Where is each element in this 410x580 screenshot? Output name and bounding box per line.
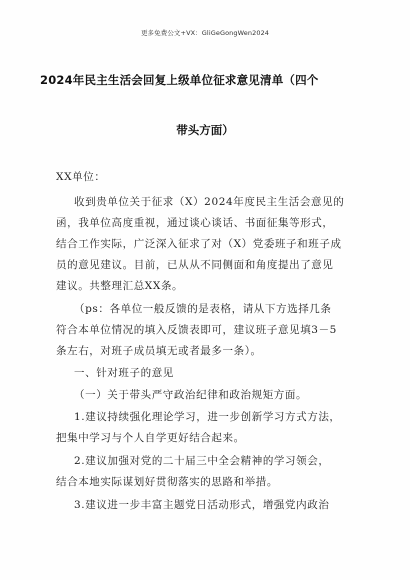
paragraph-1-line: 建议。共整理汇总XX条。 — [56, 280, 184, 292]
paragraph-1-line: 员的意见建议。目前，已从从不同侧面和角度提出了意见 — [56, 259, 334, 271]
paragraph-2-line: 符合本单位情况的填入反馈表即可，建议班子意见填3－5 — [56, 324, 337, 336]
header-watermark-note: 更多免费公文+VX：GliGeGongWen2024 — [140, 29, 270, 37]
list-item-line: 3.建议进一步丰富主题党日活动形式，增强党内政治 — [74, 499, 330, 511]
document-title-line-1: 2024年民主生活会回复上级单位征求意见清单（四个 — [40, 73, 319, 87]
document-title-line-2: 带头方面） — [176, 123, 234, 137]
list-item-line: 2.建议加强对党的二十届三中全会精神的学习领会， — [74, 455, 330, 467]
paragraph-1-line: 结合工作实际，广泛深入征求了对（X）党委班子和班子成 — [56, 238, 342, 250]
paragraph-1-line: 收到贵单位关于征求（X）2024年度民主生活会意见的 — [74, 196, 345, 208]
paragraph-2-line: 条左右，对班子成员填无或者最多一条）。 — [56, 345, 262, 357]
paragraph-2-line: （ps：各单位一般反馈的是表格，请从下方选择几条 — [74, 303, 332, 315]
list-item-line: 把集中学习与个人自学更好结合起来。 — [56, 432, 245, 444]
section-heading: 一、针对班子的意见 — [74, 367, 174, 379]
list-item-line: 1.建议持续强化理论学习，进一步创新学习方式方法， — [74, 411, 341, 423]
list-item-line: 结合本地实际谋划好贯彻落实的思路和举措。 — [56, 476, 278, 488]
paragraph-1-line: 函，我单位高度重视，通过谈心谈话、书面征集等形式， — [56, 217, 334, 229]
salutation: XX单位： — [56, 171, 106, 183]
subsection-heading: （一）关于带头严守政治纪律和政治规矩方面。 — [74, 389, 308, 401]
